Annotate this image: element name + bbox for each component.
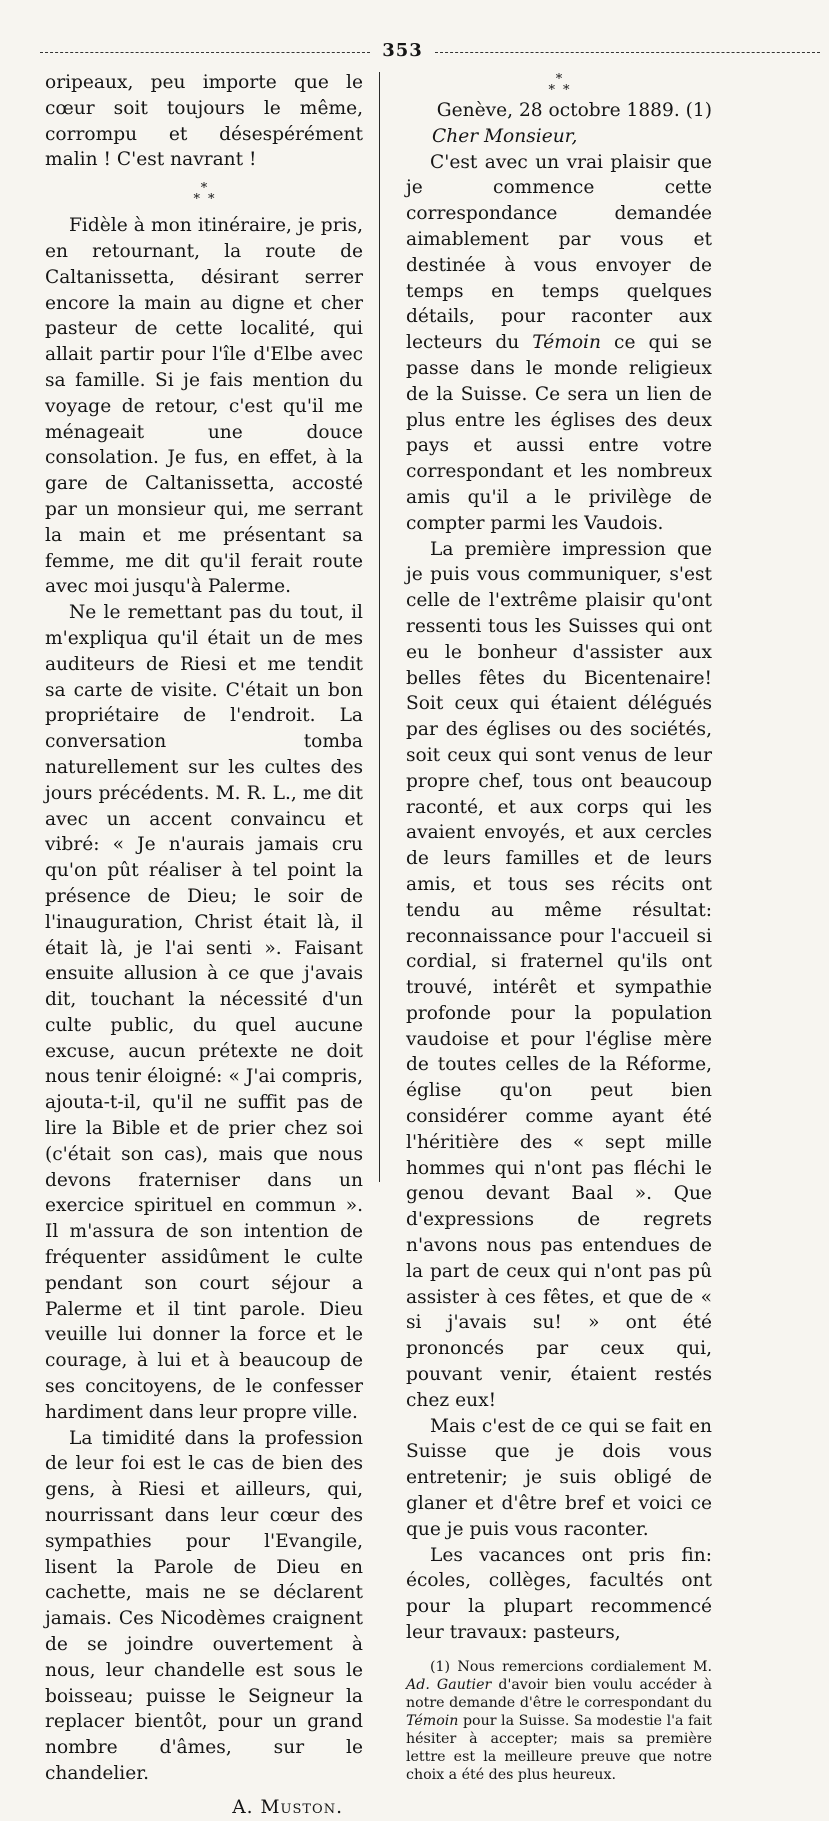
- asterism-separator: * **: [193, 181, 223, 208]
- footnote: (1) Nous remercions cordialement M. Ad. Gautier d'avoir bien voulu accéder à notre demande d'être le correspondant du Témoin pour la Suisse. Sa modestie l'a fait hésiter à accepter; mais sa première lettre est la meilleure preuve que notre choix a été des plus heureux.: [406, 1658, 712, 1783]
- column-divider: [379, 72, 380, 1182]
- right-paragraph-2: La première impression que je puis vous communiquer, s'est celle de l'extrême plaisir qu'ont ressenti tous les Suisses qui ont eu le bonheur d'assister aux belles fêtes du Bicentenaire! Soit ceux qui étaient délégués par des églises ou des sociétés, soit ceux qui sont venus de leur propre chef, tous ont beaucoup raconté, et aux corps qui les avaient envoyés, et aux cercles de leurs familles et de leurs amis, et tous ses récits ont tendu au même résultat: reconnaissance pour l'accueil si cordial, si fraternel qu'ils ont trouvé, intérêt et sympathie profonde pour la population vaudoise et pour l'église mère de toutes celles de la Réforme, église qu'on peut bien considérer comme ayant été l'héritière des « sept mille hommes qui n'ont pas fléchi le genou devant Baal ». Que d'expressions de regrets n'avons nous pas entendues de la part de ceux qui n'ont pas pû assister à ces fêtes, et que de « si j'avais su! » ont été prononcés par ceux qui, pouvant venir, étaient restés chez eux!: [406, 538, 712, 1411]
- left-paragraph-2: Fidèle à mon itinéraire, je pris, en retournant, la route de Caltanissetta, désirant serrer encore la main au digne et cher pasteur de cette localité, qui allait partir pour l'île d'Elbe avec sa famille. Si je fais mention du voyage de retour, c'est qu'il me ménageait une douce consolation. Je fus, en effet, à la gare de Caltanissetta, accosté par un monsieur qui, me serrant la main et me présentant sa femme, me dit qu'il ferait route avec moi jusqu'à Palerme.: [45, 215, 363, 598]
- letter-salutation: Cher Monsieur,: [432, 125, 578, 147]
- page-number: 353: [382, 40, 423, 61]
- right-paragraph-3: Mais c'est de ce qui se fait en Suisse que je dois vous entretenir; je suis obligé de glaner et d'être bref et voici ce que je puis vous raconter.: [406, 1415, 712, 1540]
- left-paragraph-3: Ne le remettant pas du tout, il m'expliqua qu'il était un de mes auditeurs de Riesi et me tendit sa carte de visite. C'était un bon propriétaire de l'endroit. La conversation tomba naturellement sur les cultes des jours précédents. M. R. L., me dit avec un accent convaincu et vibré: « Je n'aurais jamais cru qu'on pût réaliser à tel point la présence de Dieu; le soir de l'inauguration, Christ était là, il était là, je l'ai senti ». Faisant ensuite allusion à ce que j'avais dit, touchant la nécessité d'un culte public, du quel aucune excuse, aucun prétexte ne doit nous tenir éloigné: « J'ai compris, ajouta-t-il, qu'il ne suffit pas de lire la Bible et de prier chez soi (c'était son cas), mais que nous devons fraterniser dans un exercice spirituel en commun ». Il m'assura de son intention de fréquenter assidûment le culte pendant son court séjour a Palerme et il tint parole. Dieu veuille lui donner la force et le courage, à lui et à beaucoup de ses concitoyens, de le confesser hardiment dans leur propre ville.: [45, 602, 363, 1423]
- right-column: [406, 70, 712, 1784]
- right-paragraph-1: C'est avec un vrai plaisir que je commence cette correspondance demandée aimablement par vous et destinée à vous envoyer de temps en temps quelques détails, pour raconter aux lecteurs du Témoin ce qui se passe dans le monde religieux de la Suisse. Ce sera un lien de plus entre les églises des deux pays et aussi entre votre correspondant et les nombreux amis qu'il a le privilège de compter parmi les Vaudois.: [406, 151, 712, 534]
- right-paragraph-4: Les vacances ont pris fin: écoles, collèges, facultés ont pour la plupart recommencé leur travaux: pasteurs,: [406, 1544, 712, 1644]
- header-rule-right: [435, 52, 820, 53]
- left-column: [45, 70, 363, 1821]
- author-signature: A. Muston.: [232, 1796, 343, 1818]
- header-rule-left: [40, 52, 370, 53]
- left-paragraph-1: oripeaux, peu importe que le cœur soit toujours le même, corrompu et désespérément malin ! C'est navrant !: [45, 72, 363, 171]
- left-paragraph-4: La timidité dans la profession de leur foi est le cas de bien des gens, à Riesi et ailleurs, qui, nourrissant dans leur cœur des sympathies pour l'Evangile, lisent la Parole de Dieu en cachette, mais ne se déclarent jamais. Ces Nicodèmes craignent de se joindre ouvertement à nous, leur chandelle est sous le boisseau; puisse le Seigneur la replacer bientôt, pour un grand nombre d'âmes, sur le chandelier.: [45, 1427, 363, 1784]
- letter-dateline: Genève, 28 octobre 1889. (1): [436, 100, 712, 121]
- page-header: [40, 40, 820, 64]
- asterism-separator-right: * **: [548, 72, 578, 98]
